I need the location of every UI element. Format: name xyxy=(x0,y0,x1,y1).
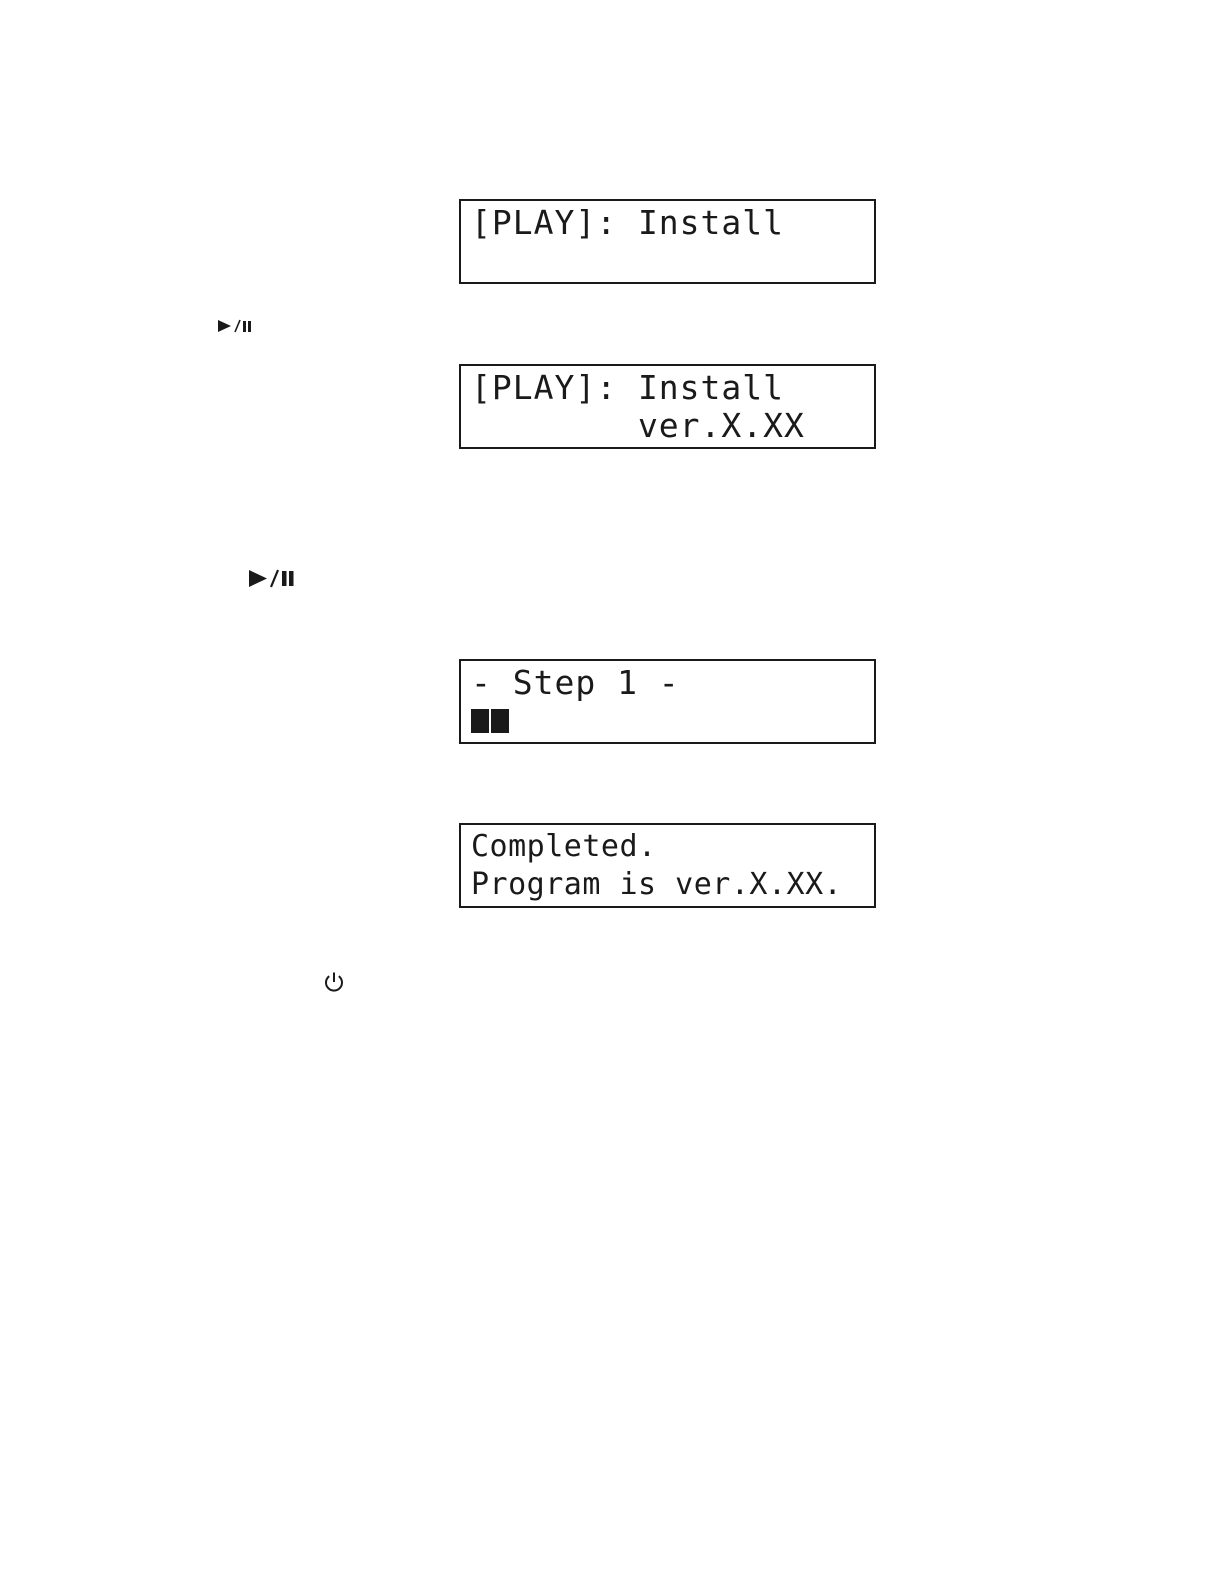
lcd-line-2: ver.X.XX xyxy=(471,406,805,445)
lcd-line-1: [PLAY]: Install xyxy=(471,368,785,407)
lcd-line-1: Completed. xyxy=(471,829,657,864)
progress-block xyxy=(491,709,509,733)
progress-block xyxy=(471,709,489,733)
lcd-screen-completed xyxy=(459,823,876,908)
lcd-line-1: - Step 1 - xyxy=(471,663,680,702)
progress-bar xyxy=(471,709,509,733)
lcd-screen-progress xyxy=(459,659,876,744)
power-icon xyxy=(322,971,346,999)
lcd-line-1: [PLAY]: Install xyxy=(471,203,785,242)
play-pause-icon xyxy=(249,569,297,592)
lcd-screen-install-prompt xyxy=(459,199,876,284)
play-pause-icon xyxy=(218,318,254,337)
lcd-line-2: Program is ver.X.XX. xyxy=(471,867,843,902)
lcd-screen-install-version xyxy=(459,364,876,449)
